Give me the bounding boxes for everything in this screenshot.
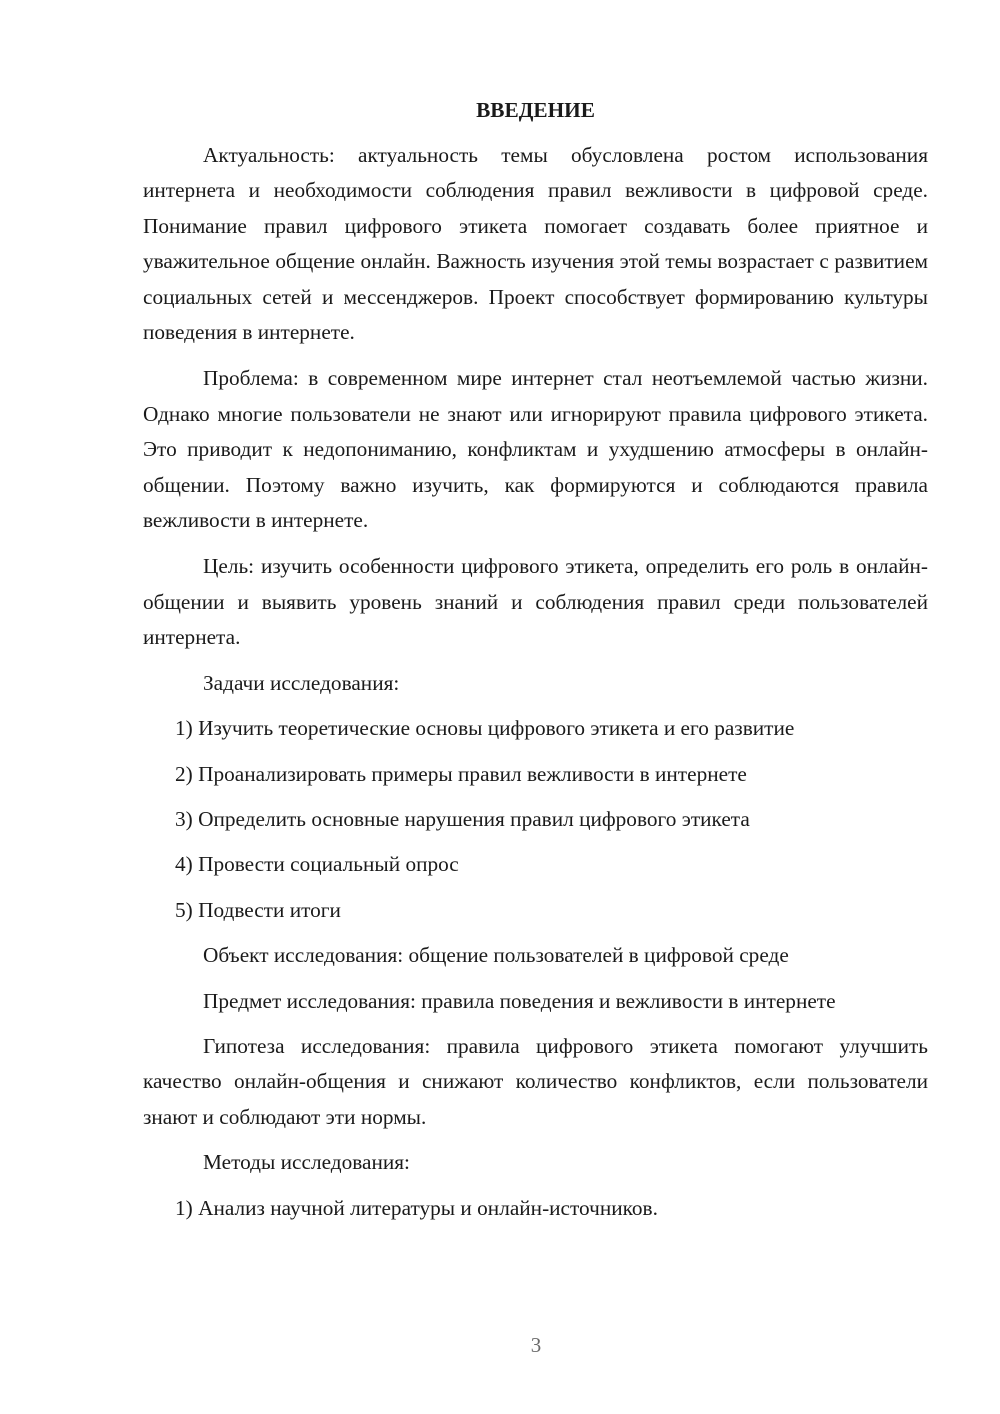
method-item: 1) Анализ научной литературы и онлайн-источников. [175,1195,658,1220]
methods-heading: Методы исследования: [203,1150,410,1175]
task-item: 5) Подвести итоги [175,897,341,922]
document-page [143,93,928,1236]
subject-paragraph: Предмет исследования: правила поведения и вежливости в интернете [203,988,836,1013]
object-paragraph: Объект исследования: общение пользователей в цифровой среде [203,943,789,968]
task-item: 1) Изучить теоретические основы цифрового этикета и его развитие [175,716,795,741]
task-item: 2) Проанализировать примеры правил вежливости в интернете [175,761,747,786]
section-title: ВВЕДЕНИЕ [476,98,595,122]
relevance-paragraph: Актуальность: актуальность темы обусловлена ростом использования интернета и необходимости соблюдения правил вежливости в цифровой среде. Понимание правил цифрового этикета помогает создавать более приятное и уважительное общение онлайн. Важность изучения этой темы возрастает с развитием социальных сетей и мессенджеров. Проект способствует формированию культуры поведения в интернете. [143,143,928,345]
task-item: 4) Провести социальный опрос [175,852,459,877]
hypothesis-paragraph: Гипотеза исследования: правила цифрового этикета помогают улучшить качество онлайн-общения и снижают количество конфликтов, если пользователи знают и соблюдают эти нормы. [143,1033,928,1129]
tasks-heading: Задачи исследования: [203,670,400,695]
page-number: 3 [530,1333,542,1357]
task-item: 3) Определить основные нарушения правил цифрового этикета [175,806,750,831]
goal-paragraph: Цель: изучить особенности цифрового этикета, определить его роль в онлайн-общении и выявить уровень знаний и соблюдения правил среди пользователей интернета. [143,554,928,650]
problem-paragraph: Проблема: в современном мире интернет стал неотъемлемой частью жизни. Однако многие пользователи не знают или игнорируют правила цифрового этикета. Это приводит к недопониманию, конфликтам и ухудшению атмосферы в онлайн-общении. Поэтому важно изучить, как формируются и соблюдаются правила вежливости в интернете. [143,366,928,533]
